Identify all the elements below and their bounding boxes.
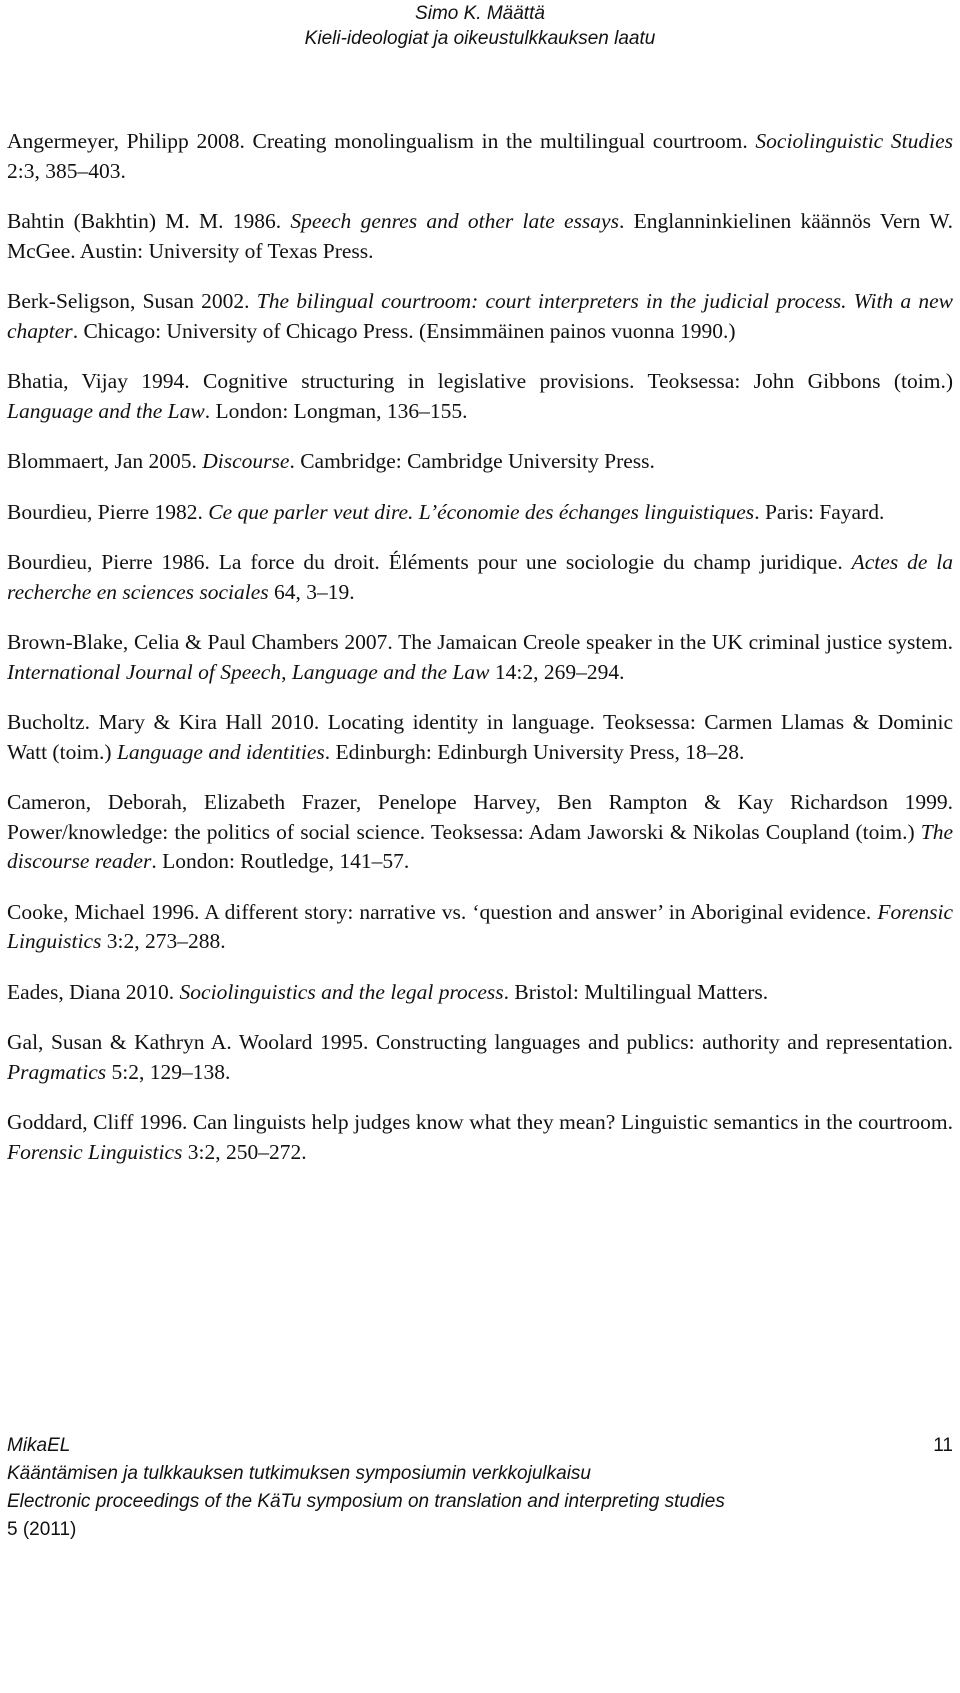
reference-text: Angermeyer, Philipp 2008. Creating monolingualism in the multilingual courtroom. bbox=[7, 129, 756, 153]
reference-text: 14:2, 269–294. bbox=[489, 659, 625, 684]
reference-text: Berk-Seligson, Susan 2002. bbox=[7, 289, 257, 313]
reference-list bbox=[7, 127, 953, 1188]
reference-text: 5:2, 129–138. bbox=[106, 1059, 231, 1084]
reference-entry bbox=[7, 367, 953, 426]
reference-title-italic: Sociolinguistics and the legal process bbox=[179, 979, 504, 1004]
reference-entry bbox=[7, 978, 953, 1008]
reference-text: Bucholtz. Mary & Kira Hall 2010. Locating identity in language. Teoksessa: Carmen Llamas & Dominic Watt (toim.) bbox=[7, 710, 953, 764]
reference-title-italic: Discourse bbox=[202, 449, 290, 473]
reference-title-italic: Ce que parler veut dire. L’économie des échanges linguistiques bbox=[208, 499, 755, 524]
reference-text: . Bristol: Multilingual Matters. bbox=[503, 979, 769, 1004]
reference-entry bbox=[7, 1028, 953, 1087]
reference-title-italic: Language and identities bbox=[116, 739, 325, 764]
reference-text: 3:2, 273–288. bbox=[101, 929, 226, 953]
reference-title-italic: Forensic Linguistics bbox=[7, 899, 953, 953]
reference-text: Bhatia, Vijay 1994. Cognitive structuring in legislative provisions. Teoksessa: John Gibbons (toim.) bbox=[7, 369, 953, 393]
reference-title-italic: The discourse reader bbox=[7, 819, 953, 873]
header-title: Kieli-ideologiat ja oikeustulkkauksen laatu bbox=[304, 28, 656, 49]
page-header bbox=[0, 0, 960, 51]
reference-text: . London: Longman, 136–155. bbox=[204, 398, 468, 423]
reference-entry bbox=[7, 207, 953, 266]
reference-title-italic: The bilingual courtroom: court interpreters in the judicial process. With a new chapter bbox=[7, 289, 953, 343]
reference-text: Gal, Susan & Kathryn A. Woolard 1995. Constructing languages and publics: authority and representation. bbox=[7, 1030, 953, 1054]
reference-text: . Paris: Fayard. bbox=[754, 499, 885, 524]
reference-text: Blommaert, Jan 2005. bbox=[7, 449, 203, 473]
reference-text: Brown-Blake, Celia & Paul Chambers 2007. The Jamaican Creole speaker in the UK criminal justice system. bbox=[7, 630, 953, 654]
reference-title-italic: Forensic Linguistics bbox=[7, 1139, 183, 1164]
reference-title-italic: Language and the Law bbox=[7, 398, 205, 423]
reference-entry bbox=[7, 498, 953, 528]
reference-text: Bahtin (Bakhtin) M. M. 1986. bbox=[7, 209, 291, 233]
reference-title-italic: Pragmatics bbox=[7, 1059, 107, 1084]
footer-journal-name: MikaEL bbox=[7, 1435, 71, 1456]
reference-text: 3:2, 250–272. bbox=[182, 1139, 307, 1164]
reference-text: . Chicago: University of Chicago Press. (Ensimmäinen painos vuonna 1990.) bbox=[72, 318, 736, 343]
reference-text: . Englanninkielinen käännös Vern W. McGee. Austin: University of Texas Press. bbox=[7, 209, 953, 263]
page-number: 11 bbox=[933, 1435, 953, 1456]
reference-entry bbox=[7, 1108, 953, 1167]
reference-entry bbox=[7, 287, 953, 346]
reference-title-italic: Actes de la recherche en sciences sociales bbox=[7, 550, 953, 604]
reference-entry bbox=[7, 447, 953, 477]
reference-entry bbox=[7, 708, 953, 767]
footer-volume: 5 (2011) bbox=[7, 1519, 77, 1540]
reference-text: . Edinburgh: Edinburgh University Press, 18–28. bbox=[324, 739, 745, 764]
reference-text: Cooke, Michael 1996. A different story: narrative vs. ‘question and answer’ in Aboriginal evidence. bbox=[7, 899, 878, 924]
reference-title-italic: Speech genres and other late essays bbox=[290, 209, 619, 233]
footer-subtitle-en: Electronic proceedings of the KäTu symposium on translation and interpreting studies bbox=[7, 1491, 725, 1512]
reference-title-italic: Sociolinguistic Studies bbox=[755, 129, 954, 153]
reference-text: Cameron, Deborah, Elizabeth Frazer, Penelope Harvey, Ben Rampton & Kay Richardson 1999. Power/knowledge: the politics of social science. Teoksessa: Adam Jaworski & Nikolas Coupland (toim.) bbox=[7, 790, 953, 844]
reference-text: Goddard, Cliff 1996. Can linguists help judges know what they mean? Linguistic semantics in the courtroom. bbox=[7, 1110, 953, 1134]
header-author: Simo K. Määttä bbox=[415, 3, 545, 24]
reference-entry bbox=[7, 127, 953, 186]
reference-title-italic: International Journal of Speech, Language and the Law bbox=[7, 659, 490, 684]
reference-entry bbox=[7, 898, 953, 957]
reference-text: Eades, Diana 2010. bbox=[7, 979, 180, 1004]
reference-entry bbox=[7, 628, 953, 687]
reference-entry bbox=[7, 788, 953, 877]
page-footer bbox=[7, 1432, 953, 1544]
reference-text: . London: Routledge, 141–57. bbox=[151, 849, 410, 873]
reference-text: Bourdieu, Pierre 1986. La force du droit. Éléments pour une sociologie du champ juridique. bbox=[7, 550, 852, 574]
reference-text: 2:3, 385–403. bbox=[7, 158, 126, 183]
reference-entry bbox=[7, 548, 953, 607]
reference-text: . Cambridge: Cambridge University Press. bbox=[289, 449, 655, 473]
footer-subtitle-fi: Kääntämisen ja tulkkauksen tutkimuksen symposiumin verkkojulkaisu bbox=[7, 1463, 591, 1484]
reference-text: Bourdieu, Pierre 1982. bbox=[7, 499, 209, 524]
reference-text: 64, 3–19. bbox=[268, 579, 355, 604]
